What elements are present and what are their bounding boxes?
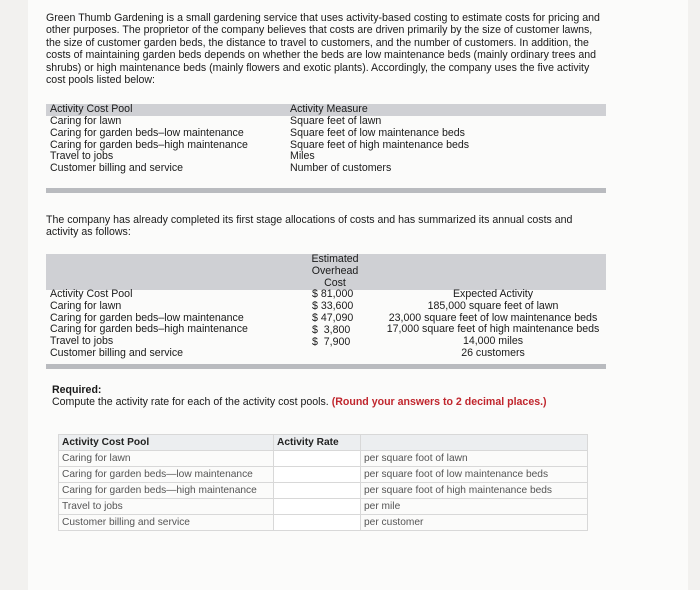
answer-row — [59, 451, 588, 467]
table2-pool: Customer billing and service — [50, 346, 184, 359]
intro-paragraph: Green Thumb Gardening is a small gardening service that uses activity-based costing to estimate costs for pricing and other purposes. The proprietor of the company believes that costs are driven primarily by the size of customer lawns, the size of customer garden beds, the distance to travel to customers, and the number of customers. In addition, the costs of maintaining garden beds depends on whether the beds are low maintenance beds (mainly ordinary trees and shrubs) or high maintenance beds (mainly flowers and exotic plants). Accordingly, the company uses the five activity cost pools listed below: — [46, 12, 600, 87]
table2-header-cost-3: Cost — [324, 276, 346, 289]
table2-cost-column — [290, 254, 380, 360]
required-instruction — [52, 396, 612, 408]
activity-rate-input[interactable] — [274, 483, 361, 499]
table2-header-pool: Activity Cost Pool — [50, 288, 133, 300]
answer-pool: Customer billing and service — [59, 515, 274, 531]
answer-row — [59, 515, 588, 531]
activity-rate-input[interactable] — [274, 467, 361, 483]
answer-unit: per square foot of low maintenance beds — [361, 467, 588, 483]
table1-row — [46, 140, 606, 152]
required-label: Required: — [52, 384, 102, 396]
table1-row — [46, 163, 606, 175]
answer-unit: per square foot of lawn — [361, 451, 588, 467]
table2-pool: Caring for lawn — [50, 299, 122, 312]
table2-activity: 26 customers — [461, 346, 525, 359]
table1-pool: Caring for garden beds–high maintenance — [50, 138, 248, 151]
table1-bottom-rule — [46, 188, 606, 193]
table2-pool: Travel to jobs — [50, 335, 114, 348]
table2-pool: Caring for garden beds–high maintenance — [50, 323, 248, 336]
table2-cost: $ 33,600 — [312, 300, 354, 313]
answer-row — [59, 499, 588, 515]
answer-table — [58, 434, 588, 531]
table2-activity: 14,000 miles — [462, 335, 524, 348]
table1-row — [46, 128, 606, 140]
table1-pool: Travel to jobs — [50, 150, 114, 163]
required-text: Compute the activity rate for each of the activity cost pools. — [52, 396, 329, 409]
activity-rate-input[interactable] — [274, 515, 361, 531]
table1-measure: Square feet of low maintenance beds — [290, 126, 465, 139]
answer-unit: per mile — [361, 499, 588, 515]
answer-header-blank — [361, 435, 588, 451]
table1-pool: Caring for garden beds–low maintenance — [50, 126, 244, 139]
table1-measure: Square feet of high maintenance beds — [290, 138, 470, 151]
allocation-paragraph: The company has already completed its first stage allocations of costs and has summarized its annual costs and activity as follows: — [46, 214, 573, 239]
problem-page — [28, 0, 688, 590]
table2-activity: 17,000 square feet of high maintenance beds — [386, 323, 600, 336]
activity-rate-input[interactable] — [274, 451, 361, 467]
table2-bottom-rule — [46, 364, 606, 369]
answer-header-row — [59, 435, 588, 451]
table1-measure: Square feet of lawn — [290, 115, 382, 127]
table2-header-cost-1: Estimated — [311, 253, 359, 265]
answer-unit: per customer — [361, 515, 588, 531]
answer-pool: Caring for lawn — [59, 451, 274, 467]
table1-pool: Customer billing and service — [50, 162, 184, 175]
activity-measure-table — [46, 104, 606, 175]
answer-row — [59, 467, 588, 483]
table2-cost: $ 81,000 — [312, 288, 354, 301]
table2-cost: $ 47,090 — [312, 311, 354, 324]
table1-header-measure: Activity Measure — [290, 103, 368, 115]
answer-header-rate: Activity Rate — [274, 435, 361, 451]
rounding-note: (Round your answers to 2 decimal places.) — [331, 396, 547, 409]
answer-pool: Travel to jobs — [59, 499, 274, 515]
table1-measure: Number of customers — [290, 162, 392, 175]
answer-pool: Caring for garden beds—high maintenance — [59, 483, 274, 499]
table1-measure: Miles — [290, 150, 315, 163]
table2-cost: $ 7,900 — [312, 335, 351, 348]
table2-activity: 23,000 square feet of low maintenance beds — [388, 311, 598, 324]
required-section — [52, 384, 612, 409]
table2-activity: 185,000 square feet of lawn — [427, 299, 559, 312]
table2-pool-column — [46, 254, 290, 360]
table2-cost: $ 3,800 — [312, 323, 351, 336]
table2-activity-column — [380, 254, 606, 360]
answer-unit: per square foot of high maintenance beds — [361, 483, 588, 499]
table2-header-cost-2: Overhead — [311, 264, 359, 277]
answer-pool: Caring for garden beds—low maintenance — [59, 467, 274, 483]
table1-header-pool: Activity Cost Pool — [50, 103, 133, 115]
answer-header-pool: Activity Cost Pool — [59, 435, 274, 451]
activity-rate-input[interactable] — [274, 499, 361, 515]
table2-header-activity: Expected Activity — [452, 288, 534, 300]
table2-pool: Caring for garden beds–low maintenance — [50, 311, 244, 324]
answer-row — [59, 483, 588, 499]
table1-pool: Caring for lawn — [50, 115, 122, 127]
